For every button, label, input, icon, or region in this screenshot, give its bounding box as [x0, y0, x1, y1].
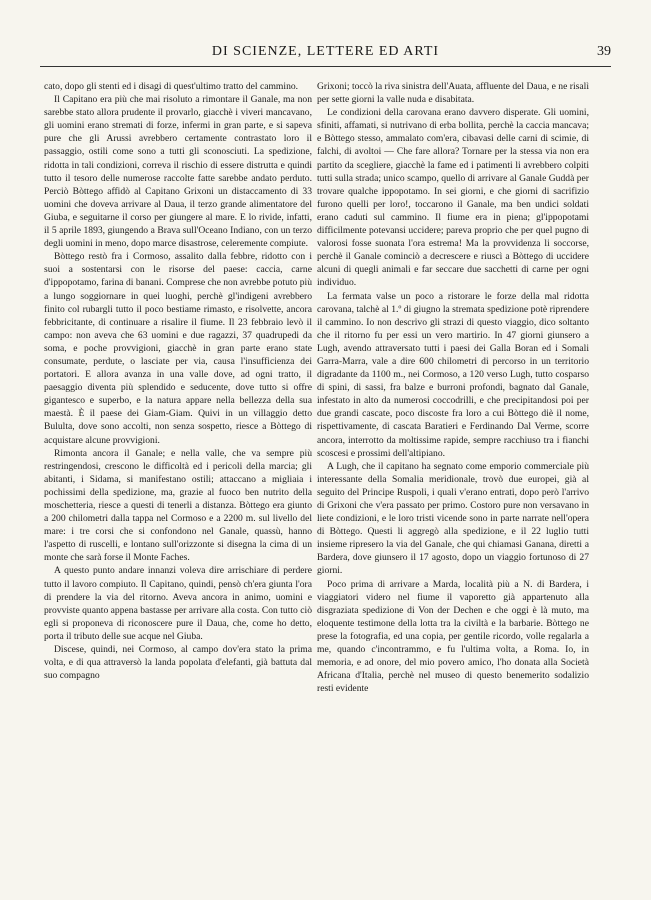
running-header [40, 44, 611, 67]
header-title: DI SCIENZE, LETTERE ED ARTI [211, 44, 440, 59]
paragraph: Il Capitano era più che mai risoluto a rimontare il Ganale, ma non sarebbe stato allora prudente il provarlo, giacchè i viveri mancavano, gli uomini erano stremati di forze, infermi in gran parte, e si sapeva pure che gli Arussi avrebbero certamente contrastato loro il passaggio, ostili come sono a tutti gli sconosciuti. La spedizione, ridotta in tali condizioni, correva il rischio di essere distrutta e quindi tutto il tesoro delle numerose raccolte fatte sarebbe andato perduto. Perciò Bòttego affidò al Capitano Grixoni un distaccamento di 33 uomini che doveva arrivare al Daua, il terzo grande alimentatore del Giuba, e seguitarne il corso per giungere al mare. E lo rivide, infatti, il 5 aprile 1893, giungendo a Brava sull'Oceano Indiano, con un terzo degli uomini in meno, dopo marce disastrose, celeremente compiute. [44, 94, 312, 250]
paragraph: cato, dopo gli stenti ed i disagi di quest'ultimo tratto del cammino. [44, 81, 299, 92]
paragraph: Rimonta ancora il Ganale; e nella valle, che va sempre più restringendosi, crescono le difficoltà ed i pericoli della marcia; gli abitanti, i Sidama, si manifestano ostili; attaccano a migliaia i pochissimi della spedizione, ma, grazie al fuoco ben nutrito della moschetteria, riesce a questi di tenerli a distanza. Bòttego era giunto a 200 chilometri dalla tappa nel Cormoso e a 2200 m. sul livello del mare: i tre corsi che si confondono nel Ganale, quassù, hanno l'aspetto di ruscelli, e lontano sull'orizzonte si disegna la cima di un monte che sarà forse il Monte Faches. [44, 447, 312, 564]
paragraph: A Lugh, che il capitano ha segnato come emporio commerciale più interessante della Somalia meridionale, trovò due europei, già al seguito del Principe Ruspoli, i quali v'erano entrati, dopo però l'arrivo di Grixoni che v'era passato per primo. Costoro pure non versavano in liete condizioni, e le loro tristi vicende sono in parte narrate nell'opera di Bòttego. Questi li aggregò alla spedizione, e il 22 luglio tutti insieme ripresero la via del Ganale, che qui chiamasi Ganana, diretti a Bardera, dove giunsero il 17 agosto, dopo un viaggio fortunoso di 27 giorni. [317, 460, 589, 577]
left-column [44, 80, 312, 894]
paragraph: A questo punto andare innanzi voleva dire arrischiare di perdere tutto il lavoro compiuto. Il Capitano, quindi, pensò ch'era giunta l'ora di prendere la via del ritorno. Aveva ancora in animo, uomini e provviste quanto appena bastasse per arrivare alla costa. Con tutto ciò egli si proponeva di riconoscere pure il Daua, che, come ho detto, porta il tributo delle sue acque nel Giuba. [44, 565, 312, 642]
page-number: 39 [597, 44, 611, 59]
paragraph: Poco prima di arrivare a Marda, località più a N. di Bardera, i viaggiatori videro nel fiume il vaporetto già appartenuto alla disgraziata spedizione di Von der Dechen e che oggi è là muto, ma eloquente testimone della lotta tra la civiltà e la barbarie. Bòttego ne prese la fotografia, ed una copia, per gentile ricordo, volle regalarla a me, quando c'incontrammo, e fu l'ultima volta, a Roma. Io, in memoria, e ad onore, del mio povero amico, l'ho donata alla Società Africana d'Italia, perchè nel museo di questo benemerito sodalizio resti evidente [317, 578, 589, 695]
paragraph: Discese, quindi, nei Cormoso, al campo dov'era stato la prima volta, e di qua attraversò la landa popolata d'elefanti, già battuta dal suo compagno [44, 644, 312, 682]
paragraph: Le condizioni della carovana erano davvero disperate. Gli uomini, sfiniti, affamati, si nutrivano di erba bollita, perchè la caccia mancava; e Bòttego stesso, ammalato com'era, cibavasi delle carni di scimie, di falchi, di avoltoi — Che fare allora? Tornare per la stessa via non era partito da scegliere, giacchè la fame ed i patimenti li avrebbero colpiti tutti sulla strada; unico scampo, quello di arrivare al Ganale Guddà per trovare qualche ippopotamo. In sei giorni, e che giorni di sacrifizio furono quelli per loro!, toccarono il Ganale, ma ben undici soldati erano caduti sul cammino. Il fiume era in piena; gl'ippopotami difficilmente potevansi uccidere; pareva proprio che per quel pugno di valorosi fosse suonata l'ora estrema! Ma la provvidenza li soccorse, perchè il Ganale cominciò a decrescere e riuscì a Bòttego di uccidere alcuni di quegli animali e far seccare due sacchetti di carne per ogni individuo. [317, 107, 589, 289]
paragraph: Bòttego restò fra i Cormoso, assalito dalla febbre, ridotto con i suoi a sostentarsi con le risorse del paese: caccia, carne d'ippopotamo, farina di banani. Comprese che non avrebbe potuto più a lungo soggiornare in quei luoghi, perchè gl'indigeni avrebbero finito col rubargli tutto il poco bestiame rimasto, e risolvette, ancora febbricitante, di continuare a risalire il fiume. Il 23 febbraio levò il campo: non aveva che 63 uomini e due ragazzi, 37 quadrupedi da soma, e poche provvigioni, giacchè in gran parte erano state consumate, perdute, o lasciate per via, causa l'insufficienza dei portatori. E allora avanza in una valle dove, ad ogni tratto, il paesaggio diventa più splendido e seducente, dove tutto si offre gigantesco e superbo, e la natura appare nella bellezza della sua maestà. È il paese dei Giam-Giam. Quivi in un villaggio detto Bululta, dove sono accolti, non senza sospetto, riesce a Bòttego di acquistare alcune provvigioni. [44, 251, 312, 446]
paragraph: La fermata valse un poco a ristorare le forze della mal ridotta carovana, talchè al 1.º di giugno la stremata spedizione potè riprendere il cammino. Io non descrivo gli strazi di questo viaggio, dico soltanto che il ritorno fu per essi un vero martirio. In 47 giorni giunsero a Lugh, avendo attraversato tutti i paesi dei Galla Boran ed i Somali Garra-Marra, vale a dire 600 chilometri di percorso in un territorio digradante da 1100 m., nei Cormoso, a 120 verso Lugh, tutto cosparso di spini, di sassi, fra balze e burroni profondi, bagnato dal Ganale, infestato in alto da numerosi coccodrilli, e che precipitandosi poi per due grandi cascate, poco discoste fra loro a cui Bòttego diè il nome, rispettivamente, di cascata Baratieri e Ferdinando Dal Verme, scorre ancora, interrotto da moltissime rapide, sempre racchiuso tra i fianchi scoscesi e prossimi dell'altipiano. [317, 290, 589, 459]
right-column [317, 80, 589, 894]
paragraph: Grixoni; toccò la riva sinistra dell'Auata, affluente del Daua, e ne risalì per sette giorni la valle nuda e disabitata. [317, 81, 589, 106]
